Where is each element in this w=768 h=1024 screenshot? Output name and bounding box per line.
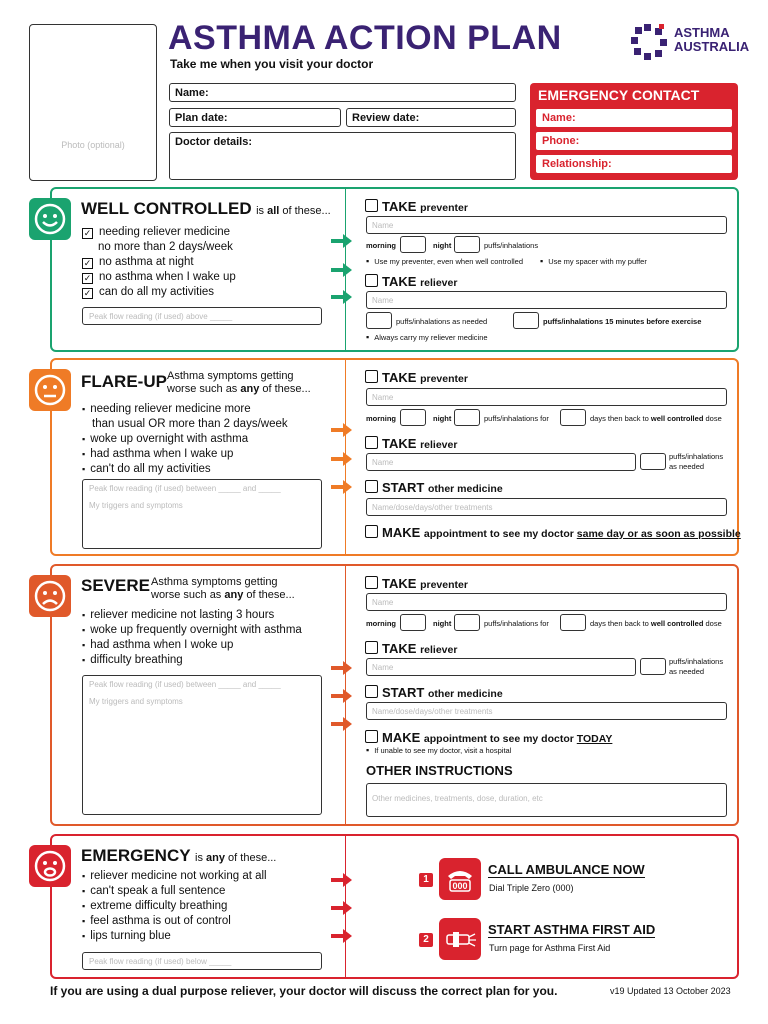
arrow-right-icon [331,900,353,921]
sub-part: of these... [259,383,311,395]
days-back-label [590,414,722,423]
list-item: can do all my activities [99,286,215,298]
night-label: night [433,619,452,628]
checkbox[interactable] [365,730,378,743]
list-item: ▪ reliever medicine not working at all [82,869,267,884]
night-dose-input[interactable] [454,409,480,426]
checkbox[interactable] [365,685,378,698]
make-appointment-action[interactable] [365,730,612,745]
sub-part: any [240,383,260,395]
check-icon: ✓ [83,258,92,268]
make-label: MAKE [382,525,421,540]
sub-part: worse such as [151,589,225,601]
as-needed-label: puffs/inhalations as needed [396,317,488,326]
photo-label: Photo (optional) [61,140,125,150]
arrow-right-icon [331,688,353,709]
arrow-right-icon [331,422,353,443]
check-icon: ✓ [83,288,92,298]
text: puffs/inhalations [669,452,724,461]
peak-flow-triggers-field[interactable] [82,675,322,815]
sad-face-icon [29,575,71,617]
note: ▪ Use my spacer with my puffer [540,256,647,266]
sub-line: Asthma symptoms getting [151,576,278,588]
arrow-right-icon [331,289,353,310]
start-label: START [382,480,425,495]
reliever-dose-input[interactable] [640,453,666,470]
list-item: than usual OR more than 2 days/week [92,418,288,430]
take-preventer-action[interactable] [365,370,468,385]
days-input[interactable] [560,614,586,631]
name-field[interactable] [169,83,516,102]
call-ambulance-title: CALL AMBULANCE NOW [488,862,645,877]
plan-date-field[interactable] [169,108,341,127]
well-controlled-section [50,187,739,352]
check-icon: ✓ [83,273,92,283]
sub-line: Asthma symptoms getting [167,370,294,382]
morning-dose-input[interactable] [400,409,426,426]
arrow-right-icon [331,451,353,472]
peak-flow-triggers-field[interactable] [82,479,322,549]
checkbox[interactable] [365,274,378,287]
sub-part: of these... [243,589,295,601]
list-item: ▪ had asthma when I woke up [82,638,302,653]
pre-exercise-dose-input[interactable] [513,312,539,329]
take-label: TAKE [382,576,417,591]
emergency-contact-phone-field[interactable]: Phone: [536,132,732,150]
emergency-contact-name-field[interactable]: Name: [536,109,732,127]
flare-up-subtitle [167,370,311,396]
list-item: ▪ needing reliever medicine more [82,402,288,417]
logo-line-2: AUSTRALIA [674,39,750,54]
sub-part: is [195,852,207,864]
list-item: ▪ can't speak a full sentence [82,884,267,899]
make-text: appointment to see my doctor [423,733,577,745]
list-item: ▪ reliever medicine not lasting 3 hours [82,608,302,623]
night-dose-input[interactable] [454,236,480,253]
preventer-name-input[interactable]: Name [366,388,727,406]
version-label: v19 Updated 13 October 2023 [610,986,731,996]
reliever-name-input[interactable]: Name [366,291,727,309]
text: as needed [669,462,705,471]
make-text: TODAY [576,733,613,745]
checkbox[interactable] [365,436,378,449]
sub-part: any [224,589,244,601]
sub-part: of these... [225,852,277,864]
check-icon: ✓ [83,228,92,238]
note: ▪ Use my preventer, even when well controlled [366,256,523,266]
puffs-label: puffs/inhalations [484,241,539,250]
list-item: ▪ difficulty breathing [82,653,302,668]
plan-date-label: Plan date: [175,112,228,124]
step-1-badge: 1 [419,873,433,887]
well-controlled-title: WELL CONTROLLED [81,199,252,218]
emergency-symptom-list [82,869,267,944]
other-medicine-label: other medicine [428,688,503,700]
phone-icon [439,858,481,900]
reliever-label: reliever [420,644,458,656]
text: dose [705,619,722,628]
emergency-contact-panel [530,83,738,180]
well-symptom-list [82,225,236,300]
morning-dose-input[interactable] [400,236,426,253]
take-label: TAKE [382,436,417,451]
text: days then back to [590,414,649,423]
puffs-for-label: puffs/inhalations for [484,414,549,423]
arrow-right-icon [331,928,353,949]
text: days then back to [590,619,649,628]
checkbox[interactable] [365,199,378,212]
other-instructions-title: OTHER INSTRUCTIONS [366,763,513,778]
other-instructions-input[interactable]: Other medicines, treatments, dose, duration, etc [366,783,727,817]
as-needed-label [669,657,723,677]
sub-part: worse such as [167,383,241,395]
asthma-australia-logo [630,22,750,62]
arrow-right-icon [331,872,353,893]
peak-flow-label: Peak flow reading (if used) between _____ and _____ [89,484,281,493]
emergency-section [50,834,739,979]
night-label: night [433,414,452,423]
text: as needed [669,667,705,676]
peak-flow-label: Peak flow reading (if used) between _____ and _____ [89,680,281,689]
arrow-right-icon [331,233,353,254]
list-item: ▪ lips turning blue [82,929,267,944]
text: dose [705,414,722,423]
morning-label: morning [366,241,396,250]
step-2-badge: 2 [419,933,433,947]
as-needed-label [669,452,723,472]
list-item: ▪ woke up overnight with asthma [82,432,288,447]
days-back-label [590,619,722,628]
emergency-title: EMERGENCY [81,846,191,865]
severe-symptom-list [82,608,302,668]
morning-dose-input[interactable] [400,614,426,631]
severe-title: SEVERE [81,576,150,595]
other-medicine-input[interactable]: Name/dose/days/other treatments [366,498,727,516]
reliever-label: reliever [420,439,458,451]
checkbox[interactable] [365,370,378,383]
arrow-right-icon [331,660,353,681]
review-date-label: Review date: [352,112,420,124]
list-item: ▪ feel asthma is out of control [82,914,267,929]
puffs-for-label: puffs/inhalations for [484,619,549,628]
checkbox[interactable] [365,480,378,493]
start-other-medicine-action[interactable] [365,480,503,495]
doctor-details-field[interactable] [169,132,516,180]
arrow-right-icon [331,262,353,283]
neutral-face-icon [29,369,71,411]
flare-up-section [50,358,739,556]
preventer-name-input[interactable]: Name [366,216,727,234]
footer-note: If you are using a dual purpose reliever, your doctor will discuss the correct plan for you. [50,984,558,998]
emergency-contact-title: EMERGENCY CONTACT [538,87,700,103]
make-text: same day or as soon as possible [576,528,741,540]
morning-label: morning [366,619,396,628]
other-medicine-input[interactable]: Name/dose/days/other treatments [366,702,727,720]
days-input[interactable] [560,409,586,426]
text: puffs/inhalations [669,657,724,666]
preventer-label: preventer [420,202,468,214]
happy-face-icon [29,198,71,240]
preventer-label: preventer [420,373,468,385]
first-aid-sub: Turn page for Asthma First Aid [489,943,611,953]
severe-section [50,564,739,826]
take-reliever-action[interactable] [365,641,457,656]
take-reliever-action[interactable] [365,436,457,451]
reliever-dose-input[interactable] [366,312,392,329]
morning-label: morning [366,414,396,423]
list-item: no asthma at night [99,256,194,268]
list-item: ▪ can't do all my activities [82,462,288,477]
arrow-right-icon [331,716,353,737]
doctor-details-label: Doctor details: [175,136,253,148]
list-item: ▪ had asthma when I wake up [82,447,288,462]
photo-box[interactable] [29,24,157,181]
make-text: appointment to see my doctor [423,528,577,540]
take-reliever-action[interactable] [365,274,457,289]
peak-flow-field[interactable]: Peak flow reading (if used) below _____ [82,952,322,970]
review-date-field[interactable] [346,108,516,127]
page-title: ASTHMA ACTION PLAN [168,19,562,57]
phone-icon-text: 000 [452,881,468,891]
flare-up-title: FLARE-UP [81,372,167,391]
emergency-contact-relationship-field[interactable]: Relationship: [536,155,732,173]
well-sub-a: is [256,205,268,217]
checkbox[interactable] [365,641,378,654]
take-label: TAKE [382,274,417,289]
text: well controlled [650,619,704,628]
peak-flow-field[interactable]: Peak flow reading (if used) above _____ [82,307,322,325]
list-item: ▪ woke up frequently overnight with asthma [82,623,302,638]
flare-symptom-list [82,402,288,477]
start-label: START [382,685,425,700]
night-label: night [433,241,452,250]
note: ▪ Always carry my reliever medicine [366,332,488,342]
triggers-label: My triggers and symptoms [89,501,183,510]
text: well controlled [650,414,704,423]
distressed-face-icon [29,845,71,887]
reliever-name-input[interactable]: Name [366,453,636,471]
severe-subtitle [151,576,295,602]
well-sub-c: of these... [279,205,331,217]
start-other-medicine-action[interactable] [365,685,503,700]
list-item: ▪ extreme difficulty breathing [82,899,267,914]
other-medicine-label: other medicine [428,483,503,495]
night-dose-input[interactable] [454,614,480,631]
list-item: no asthma when I wake up [99,271,236,283]
name-label: Name: [175,87,209,99]
page-subtitle: Take me when you visit your doctor [170,57,374,71]
take-label: TAKE [382,199,417,214]
take-preventer-action[interactable] [365,199,468,214]
checkbox[interactable] [365,576,378,589]
call-ambulance-sub: Dial Triple Zero (000) [489,883,574,893]
preventer-name-input[interactable]: Name [366,593,727,611]
make-label: MAKE [382,730,421,745]
checkbox[interactable] [365,525,378,538]
inhaler-icon [439,918,481,960]
logo-icon [630,22,670,62]
first-aid-title: START ASTHMA FIRST AID [488,922,656,937]
sub-part: any [206,852,225,864]
well-sub-b: all [267,205,280,217]
take-preventer-action[interactable] [365,576,468,591]
list-item: needing reliever medicine [99,226,231,238]
preventer-label: preventer [420,579,468,591]
list-item: no more than 2 days/week [98,241,233,253]
reliever-name-input[interactable]: Name [366,658,636,676]
pre-exercise-label: puffs/inhalations 15 minutes before exercise [543,317,702,326]
arrow-right-icon [331,479,353,500]
triggers-label: My triggers and symptoms [89,697,183,706]
reliever-dose-input[interactable] [640,658,666,675]
take-label: TAKE [382,641,417,656]
take-label: TAKE [382,370,417,385]
logo-line-1: ASTHMA [674,25,730,40]
note: ▪ If unable to see my doctor, visit a hospital [366,745,511,755]
make-appointment-action[interactable] [365,525,741,540]
reliever-label: reliever [420,277,458,289]
